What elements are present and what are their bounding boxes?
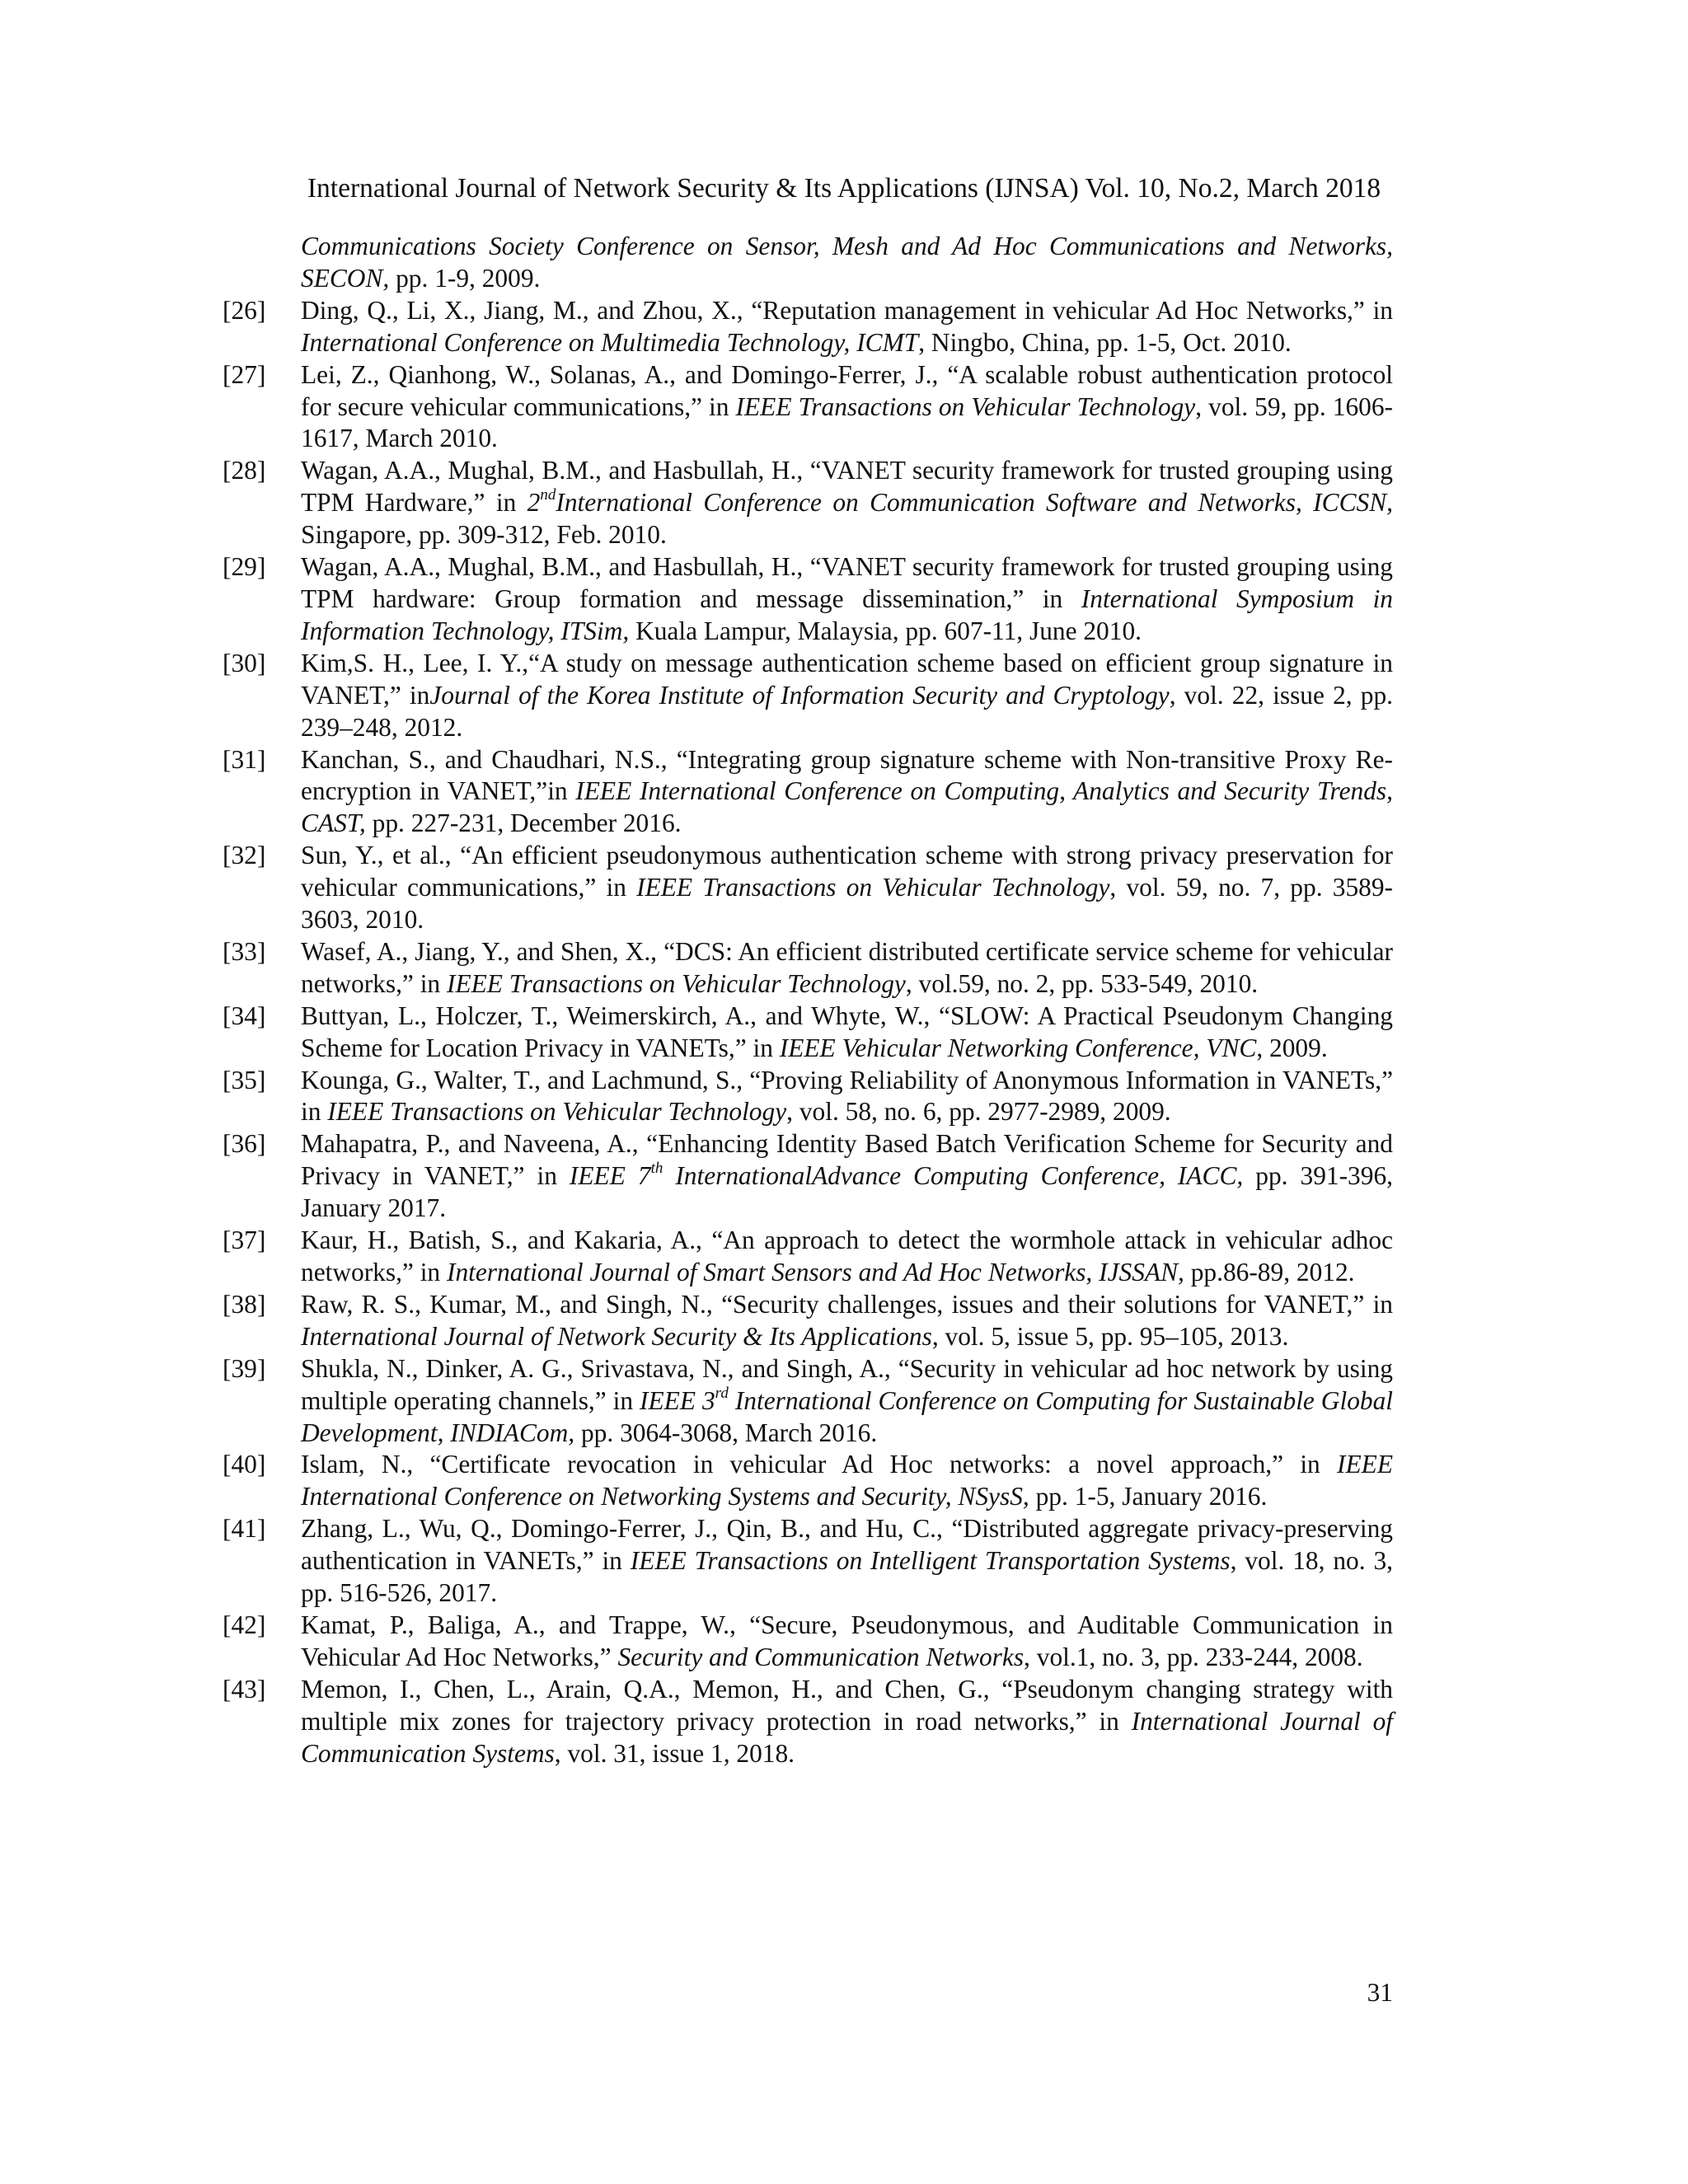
reference-text: , vol.59, no. 2, pp. 533-549, 2010. (905, 968, 1259, 998)
reference-text: Kounga, G., Walter, T., and Lachmund, S., “Proving Reliability of Anonymous Information in VANETs,” in (301, 1065, 1393, 1127)
reference-body (301, 296, 1393, 357)
reference-item (223, 1449, 1393, 1513)
reference-number: [41] (223, 1514, 266, 1544)
reference-italic-text: International Conference on Communication Software and Networks, ICCSN, (556, 488, 1393, 518)
reference-item (223, 1353, 1393, 1450)
reference-item (223, 1674, 1393, 1770)
reference-italic-text: 2 (527, 488, 541, 518)
reference-text: pp. 1-9, 2009. (389, 263, 541, 293)
reference-italic-text: rd (715, 1384, 729, 1402)
reference-number: [42] (223, 1610, 266, 1639)
reference-body (301, 1675, 1393, 1768)
reference-text: , 2009. (1256, 1033, 1328, 1062)
reference-italic-text: Security and Communication Networks (617, 1642, 1025, 1671)
reference-number: [26] (223, 295, 266, 325)
reference-item (223, 1225, 1393, 1289)
reference-item (223, 840, 1393, 936)
reference-number: [31] (223, 744, 266, 774)
reference-body (301, 1129, 1393, 1222)
reference-italic-text: IEEE 7 (569, 1161, 651, 1191)
reference-italic-text: nd (540, 486, 556, 504)
reference-text: Wagan, A.A., Mughal, B.M., and Hasbullah, H., “VANET security framework for trusted grouping using TPM Hardware,” in (301, 456, 1393, 518)
reference-text: , vol. 59, pp. 1606-1617, March 2010. (301, 391, 1393, 453)
reference-text: pp. 1-5, January 2016. (1029, 1482, 1268, 1511)
reference-number: [43] (223, 1674, 266, 1704)
reference-number: [37] (223, 1226, 266, 1255)
reference-body (301, 1226, 1393, 1286)
reference-number: [32] (223, 841, 266, 870)
reference-italic-text: International Journal of Communication Systems (301, 1706, 1393, 1768)
reference-body (301, 456, 1393, 549)
reference-text: , vol. 59, no. 7, pp. 3589-3603, 2010. (301, 873, 1393, 935)
reference-body (301, 1354, 1393, 1447)
reference-continuation (301, 231, 1393, 295)
reference-text: Lei, Z., Qianhong, W., Solanas, A., and Domingo‑Ferrer, J., “A scalable robust authentication protocol for secure vehicular communications,” in (301, 359, 1393, 421)
reference-text: Shukla, N., Dinker, A. G., Srivastava, N., and Singh, A., “Security in vehicular ad hoc network by using multiple operating channels,” in (301, 1353, 1393, 1415)
reference-number: [35] (223, 1065, 266, 1094)
reference-text: , vol. 58, no. 6, pp. 2977-2989, 2009. (786, 1097, 1171, 1127)
reference-body (301, 649, 1393, 742)
reference-body (301, 841, 1393, 934)
reference-text: Kamat, P., Baliga, A., and Trappe, W., “Secure, Pseudonymous, and Auditable Communication in Vehicular Ad Hoc Networks,” (301, 1610, 1393, 1671)
reference-text: Mahapatra, P., and Naveena, A., “Enhancing Identity Based Batch Verification Scheme for Security and Privacy in VANET,” in (301, 1129, 1393, 1191)
reference-number: [33] (223, 936, 266, 966)
reference-italic-text: IEEE Vehicular Networking Conference, VNC (779, 1033, 1257, 1062)
reference-text: pp.86-89, 2012. (1184, 1258, 1355, 1286)
reference-item (223, 359, 1393, 456)
reference-text: pp. 3064-3068, March 2016. (574, 1418, 878, 1447)
reference-text: , vol. 22, issue 2, pp. 239–248, 2012. (301, 680, 1393, 742)
reference-italic-text: IEEE Transactions on Vehicular Technology (735, 391, 1196, 421)
superscript (540, 486, 556, 504)
reference-entries (223, 295, 1393, 1770)
reference-italic-text: Journal of the Korea Institute of Information Security and Cryptology (429, 680, 1170, 710)
reference-text: , vol. 31, issue 1, 2018. (554, 1738, 795, 1768)
reference-item (223, 1001, 1393, 1065)
reference-italic-text: IEEE Transactions on Vehicular Technology (636, 873, 1110, 902)
reference-item (223, 744, 1393, 841)
reference-text: Ding, Q., Li, X., Jiang, M., and Zhou, X., “Reputation management in vehicular Ad Hoc Networks,” in (301, 295, 1393, 325)
reference-italic-text: IEEE Transactions on Vehicular Technology (327, 1097, 787, 1127)
reference-body (301, 360, 1393, 453)
reference-text: Sun, Y., et al., “An efficient pseudonymous authentication scheme with strong privacy preservation for vehicular communications,” in (301, 841, 1393, 902)
reference-italic-text: IEEE Transactions on Intelligent Transportation Systems (630, 1546, 1231, 1576)
reference-italic-text: International Conference on Computing for Sustainable Global Development, INDIACom, (301, 1385, 1393, 1447)
reference-body (301, 1001, 1393, 1062)
reference-text: , vol.1, no. 3, pp. 233-244, 2008. (1024, 1642, 1363, 1671)
reference-italic-text: th (650, 1160, 663, 1178)
reference-body (301, 745, 1393, 838)
running-header: International Journal of Network Security & Its Applications (IJNSA) Vol. 10, No.2, March 2018 (307, 173, 1381, 204)
reference-item (223, 551, 1393, 648)
reference-text: Kanchan, S., and Chaudhari, N.S., “Integrating group signature scheme with Non-transitive Proxy Re-encryption in VANET,”in (301, 744, 1393, 806)
reference-item (223, 1128, 1393, 1225)
reference-text: Zhang, L., Wu, Q., Domingo-Ferrer, J., Qin, B., and Hu, C., “Distributed aggregate privacy-preserving authentication in VANETs,” in (301, 1514, 1393, 1576)
reference-body (301, 552, 1393, 645)
reference-text: Buttyan, L., Holczer, T., Weimerskirch, A., and Whyte, W., “SLOW: A Practical Pseudonym Changing Scheme for Location Privacy in VANETs,” in (301, 1001, 1393, 1062)
reference-body (301, 1290, 1393, 1351)
reference-body (301, 1450, 1393, 1511)
reference-number: [28] (223, 456, 266, 485)
reference-item (223, 1513, 1393, 1610)
page-number: 31 (1367, 1978, 1393, 2007)
reference-italic-text: IEEE International Conference on Computing, Analytics and Security Trends, CAST, (301, 776, 1393, 838)
reference-text: Wasef, A., Jiang, Y., and Shen, X., “DCS: An efficient distributed certificate service scheme for vehicular networks,” in (301, 936, 1393, 998)
reference-number: [36] (223, 1129, 266, 1159)
reference-text: , Ningbo, China, pp. 1‑5, Oct. 2010. (918, 327, 1292, 357)
reference-italic-text: International Journal of Smart Sensors and Ad Hoc Networks, IJSSAN, (446, 1258, 1184, 1286)
reference-italic-text: International Conference on Multimedia Technology, ICMT (301, 327, 919, 357)
reference-item (223, 455, 1393, 551)
reference-number: [39] (223, 1353, 266, 1383)
reference-text: Memon, I., Chen, L., Arain, Q.A., Memon, H., and Chen, G., “Pseudonym changing strategy with multiple mix zones for trajectory privacy protection in road networks,” in (301, 1674, 1393, 1736)
reference-body (301, 1066, 1393, 1127)
reference-item (223, 648, 1393, 744)
reference-number: [34] (223, 1001, 266, 1030)
reference-item (223, 1610, 1393, 1674)
reference-text: Kaur, H., Batish, S., and Kakaria, A., “An approach to detect the wormhole attack in vehicular adhoc networks,” in (301, 1226, 1393, 1286)
reference-italic-text: IEEE 3 (640, 1385, 715, 1415)
reference-text: Kim,S. H., Lee, I. Y.,“A study on message authentication scheme based on efficient group signature in VANET,” in (301, 648, 1393, 710)
reference-text: Singapore, pp. 309‑312, Feb. 2010. (301, 520, 667, 550)
reference-body (301, 937, 1393, 998)
reference-text: , vol. 5, issue 5, pp. 95–105, 2013. (931, 1321, 1289, 1351)
reference-number: [27] (223, 359, 266, 389)
reference-item (223, 1289, 1393, 1353)
reference-number: [29] (223, 552, 266, 582)
reference-item (223, 1065, 1393, 1129)
reference-item (223, 936, 1393, 1001)
reference-text: pp. 391-396, January 2017. (301, 1161, 1393, 1223)
superscript (715, 1384, 729, 1401)
superscript (651, 1160, 663, 1177)
reference-italic-text: IEEE International Conference on Networking Systems and Security, NSysS, (301, 1450, 1393, 1511)
reference-text: Wagan, A.A., Mughal, B.M., and Hasbullah, H., “VANET security framework for trusted grouping using TPM hardware: Group formation and message dissemination,” in (301, 552, 1393, 613)
reference-italic-text: International Symposium in Information Technology, ITSim, (301, 583, 1393, 645)
reference-text: Kuala Lampur, Malaysia, pp. 607‑11, June 2010. (629, 616, 1142, 645)
reference-item (223, 295, 1393, 359)
reference-text: , vol. 18, no. 3, pp. 516-526, 2017. (301, 1546, 1393, 1608)
reference-italic-text: InternationalAdvance Computing Conference, IACC, (663, 1161, 1244, 1191)
reference-italic-text: IEEE Transactions on Vehicular Technology (446, 968, 906, 998)
reference-number: [30] (223, 648, 266, 677)
reference-list (223, 231, 1393, 1770)
reference-italic-text: International Journal of Network Security & Its Applications (301, 1321, 932, 1351)
reference-text: Raw, R. S., Kumar, M., and Singh, N., “Security challenges, issues and their solutions for VANET,” in (301, 1289, 1393, 1319)
reference-text: pp. 227-231, December 2016. (365, 808, 682, 838)
reference-number: [38] (223, 1289, 266, 1319)
reference-body (301, 1610, 1393, 1671)
reference-text: Islam, N., “Certificate revocation in vehicular Ad Hoc networks: a novel approach,” in (301, 1450, 1338, 1479)
reference-body (301, 1514, 1393, 1607)
reference-italic-text: Communications Society Conference on Sensor, Mesh and Ad Hoc Communications and Networks, SECON, (301, 232, 1393, 293)
reference-number: [40] (223, 1450, 266, 1479)
